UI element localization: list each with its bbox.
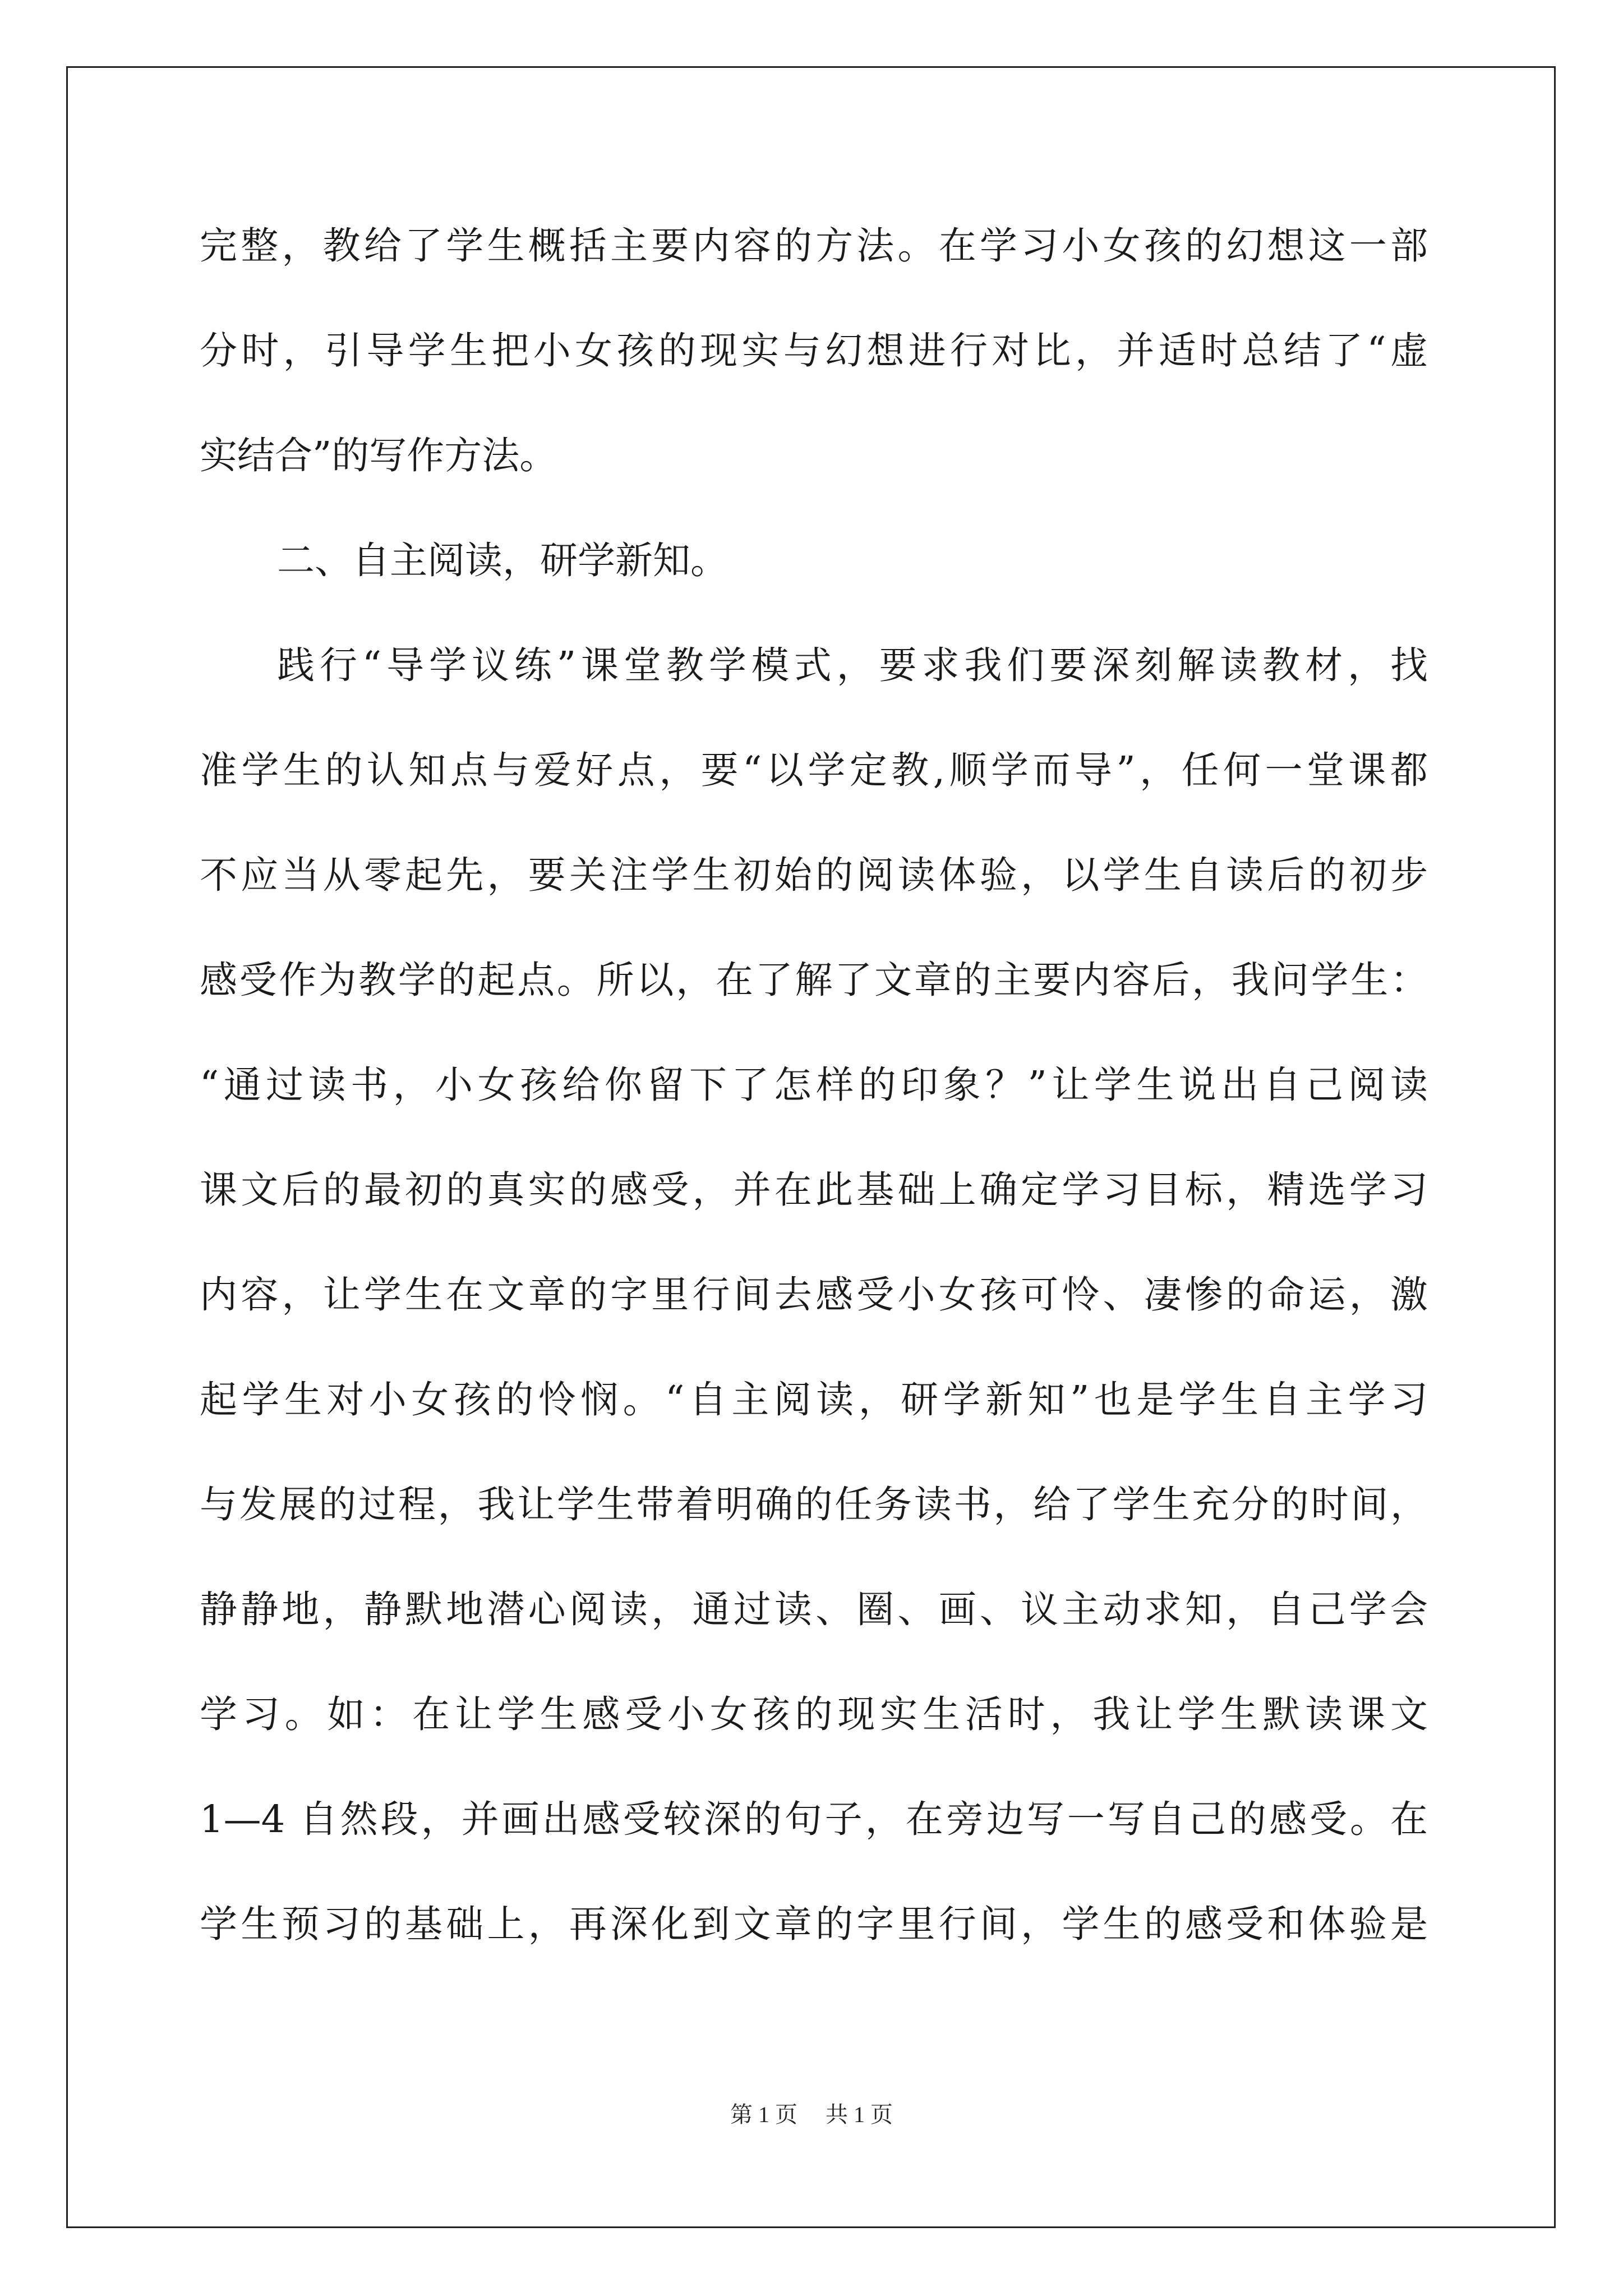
text-line: 静静地，静默地潜心阅读，通过读、圈、画、议主动求知，自己学会	[200, 1588, 1428, 1631]
paragraph-first-line: 践行“导学议练”课堂教学模式，要求我们要深刻解读教材，找	[277, 643, 1428, 687]
text-line: “通过读书，小女孩给你留下了怎样的印象？”让学生说出自己阅读	[200, 1063, 1428, 1107]
text-line: 课文后的最初的真实的感受，并在此基础上确定学习目标，精选学习	[200, 1168, 1428, 1212]
text-line: 分时，引导学生把小女孩的现实与幻想进行对比，并适时总结了“虚	[200, 329, 1428, 372]
page-total: 共 1 页	[826, 2102, 893, 2127]
document-body	[200, 206, 1428, 1990]
page-footer	[0, 2098, 1623, 2132]
text-line: 完整，教给了学生概括主要内容的方法。在学习小女孩的幻想这一部	[200, 224, 1428, 268]
text-line: 内容，让学生在文章的字里行间去感受小女孩可怜、凄惨的命运，激	[200, 1273, 1428, 1317]
text-line: 学习。如：在让学生感受小女孩的现实生活时，我让学生默读课文	[200, 1692, 1428, 1736]
text-line: 学生预习的基础上，再深化到文章的字里行间，学生的感受和体验是	[200, 1902, 1428, 1946]
text-line: 感受作为教学的起点。所以，在了解了文章的主要内容后，我问学生：	[200, 958, 1428, 1002]
text-line: 1—4 自然段，并画出感受较深的句子，在旁边写一写自己的感受。在	[200, 1797, 1428, 1841]
text-line: 与发展的过程，我让学生带着明确的任务读书，给了学生充分的时间，	[200, 1483, 1428, 1526]
text-line: 不应当从零起先，要关注学生初始的阅读体验，以学生自读后的初步	[200, 853, 1428, 897]
text-line: 实结合”的写作方法。	[200, 434, 557, 477]
text-line: 准学生的认知点与爱好点，要“以学定教,顺学而导”，任何一堂课都	[200, 748, 1428, 792]
page-number: 第 1 页	[730, 2102, 797, 2127]
section-heading: 二、自主阅读，研学新知。	[277, 539, 728, 582]
text-line: 起学生对小女孩的怜悯。“自主阅读，研学新知”也是学生自主学习	[200, 1378, 1428, 1421]
